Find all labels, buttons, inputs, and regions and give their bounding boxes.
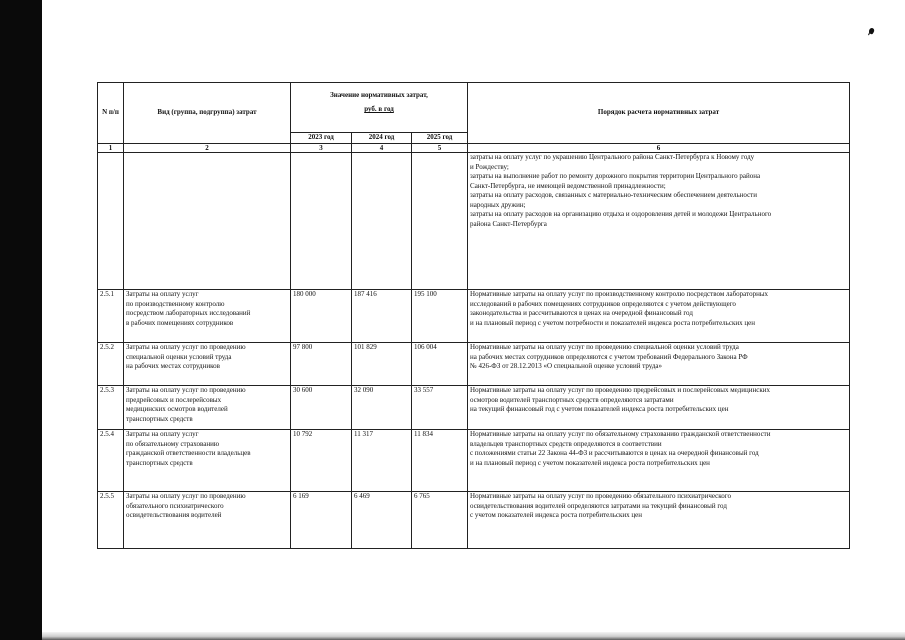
value-2023: 6 169 <box>291 492 352 549</box>
cost-type-line: по обязательному страхованию <box>126 439 220 448</box>
table-row <box>98 290 850 343</box>
costs-table <box>97 82 850 549</box>
procedure-cell <box>468 430 850 492</box>
header-2025: 2025 год <box>412 132 468 143</box>
cost-type-line: транспортных средств <box>126 414 193 423</box>
value-2024: 6 469 <box>352 492 412 549</box>
procedure-line: Нормативные затраты на оплату услуг по проведению специальной оценки условий труда <box>470 343 739 351</box>
value-2025: 106 004 <box>412 343 468 386</box>
header-num: N п/п <box>98 83 124 144</box>
cost-type-line: Затраты на оплату услуг по проведению <box>126 386 246 394</box>
row-number: 2.5.5 <box>98 492 124 549</box>
value-2025: 6 765 <box>412 492 468 549</box>
scan-bottom-edge <box>42 632 905 640</box>
procedure-line: с учетом показателей индекса роста потребительских цен <box>470 511 643 519</box>
row-number: 2.5.2 <box>98 343 124 386</box>
cost-type-cell <box>124 386 291 430</box>
cost-type-cell <box>124 290 291 343</box>
cost-type-cell <box>124 430 291 492</box>
cost-type-line: посредством лабораторных исследований <box>126 309 251 317</box>
row-number: 2.5.1 <box>98 290 124 343</box>
value-2024: 32 090 <box>352 386 412 430</box>
procedure-line: затраты на оплату услуг по украшению Центрального района Санкт-Петербурга к Новому году <box>470 153 755 161</box>
procedure-line: № 426-ФЗ от 28.12.2013 «О специальной оценке условий труда» <box>470 362 663 370</box>
procedure-line: и на плановый период с учетом показателей индекса роста потребительских цен <box>470 458 710 467</box>
procedure-line: района Санкт-Петербурга <box>470 219 547 228</box>
cost-type-line: обязательного психиатрического <box>126 501 224 510</box>
value-2025: 11 834 <box>412 430 468 492</box>
cost-type-line: специальной оценки условий труда <box>126 352 232 361</box>
header-row <box>98 83 850 106</box>
procedure-line: народных дружин; <box>470 200 526 209</box>
value-2025: 195 100 <box>412 290 468 343</box>
cost-type-line: в рабочих помещениях сотрудников <box>126 318 234 327</box>
value-2023: 10 792 <box>291 430 352 492</box>
procedure-line: Нормативные затраты на оплату услуг по обязательному страхованию гражданской ответственности <box>470 430 771 438</box>
procedure-cell <box>468 492 850 549</box>
column-number: 6 <box>468 144 850 153</box>
cost-type-line: по производственному контролю <box>126 299 225 308</box>
procedure-line: на рабочих местах сотрудников определяются с учетом требований Федерального Закона РФ <box>470 352 748 361</box>
column-number: 4 <box>352 144 412 153</box>
cost-type-line: на рабочих местах сотрудников <box>126 362 220 370</box>
cost-type-line: Затраты на оплату услуг по проведению <box>126 492 246 500</box>
table-row <box>98 153 850 290</box>
table-row <box>98 430 850 492</box>
procedure-line: Нормативные затраты на оплату услуг по проведению обязательного психиатрического <box>470 492 731 500</box>
procedure-line: затраты на выполнение работ по ремонту дорожного покрытия территории Центрального района <box>470 172 761 180</box>
value-2023: 180 000 <box>291 290 352 343</box>
cost-type-cell <box>124 492 291 549</box>
column-number: 2 <box>124 144 291 153</box>
header-value-unit: руб. в год <box>291 105 468 132</box>
value-2024: 101 829 <box>352 343 412 386</box>
procedure-line: Нормативные затраты на оплату услуг по производственному контролю посредством лабораторных <box>470 290 769 298</box>
header-procedure: Порядок расчета нормативных затрат <box>468 83 850 144</box>
cost-type-line: Затраты на оплату услуг <box>126 430 199 438</box>
procedure-cell <box>468 290 850 343</box>
procedure-line: исследований в рабочих помещениях сотрудников определяются с учетом действующего <box>470 299 736 308</box>
table-row <box>98 343 850 386</box>
procedure-line: и на плановый период с учетом потребности и показателей индекса роста потребительских цен <box>470 318 755 327</box>
procedure-line: Санкт-Петербурга, не имеющей ведомственной принадлежности; <box>470 181 666 190</box>
cost-type-line: гражданской ответственности владельцев <box>126 449 251 457</box>
scan-speck-mark <box>868 27 875 35</box>
table-row <box>98 492 850 549</box>
table-row <box>98 386 850 430</box>
cost-type-line: транспортных средств <box>126 458 193 467</box>
procedure-line: с положениями статьи 22 Закона 44-ФЗ и рассчитываются в ценах на очередной финансовый год <box>470 449 759 457</box>
value-2023 <box>291 153 352 290</box>
cost-type-line: предрейсовых и послерейсовых <box>126 395 222 404</box>
row-number: 2.5.3 <box>98 386 124 430</box>
procedure-cell <box>468 386 850 430</box>
procedure-cell <box>468 343 850 386</box>
scan-left-edge <box>0 0 42 640</box>
procedure-line: владельцев транспортных средств определяются в соответствии <box>470 439 662 448</box>
value-2023: 30 600 <box>291 386 352 430</box>
procedure-line: Нормативные затраты на оплату услуг по проведению предрейсовых и послерейсовых медицинских <box>470 386 770 394</box>
procedure-line: законодательства и рассчитываются в ценах на очередной финансовый год <box>470 309 693 317</box>
cost-type-cell <box>124 343 291 386</box>
header-value-group: Значение нормативных затрат, <box>291 83 468 106</box>
cost-type-cell <box>124 153 291 290</box>
column-number: 1 <box>98 144 124 153</box>
header-type: Вид (группа, подгруппа) затрат <box>124 83 291 144</box>
procedure-cell <box>468 153 850 290</box>
header-2024: 2024 год <box>352 132 412 143</box>
cost-type-line: освидетельствования водителей <box>126 511 222 519</box>
procedure-line: затраты на оплату расходов на организацию отдыха и оздоровления детей и молодежи Центрального <box>470 210 772 218</box>
procedure-line: затраты на оплату расходов, связанных с материально-техническим обеспечением деятельности <box>470 191 757 199</box>
column-number-row <box>98 144 850 153</box>
cost-type-line: Затраты на оплату услуг по проведению <box>126 343 246 351</box>
row-number: 2.5.4 <box>98 430 124 492</box>
cost-type-line: медицинских осмотров водителей <box>126 405 228 413</box>
procedure-line: осмотров водителей транспортных средств определяются затратами <box>470 395 674 404</box>
column-number: 5 <box>412 144 468 153</box>
value-2025: 33 557 <box>412 386 468 430</box>
procedure-line: и Рождеству; <box>470 162 509 171</box>
row-number <box>98 153 124 290</box>
value-2024: 11 317 <box>352 430 412 492</box>
value-2024 <box>352 153 412 290</box>
value-2023: 97 800 <box>291 343 352 386</box>
procedure-line: освидетельствования водителей определяются затратами на текущий финансовый год <box>470 501 727 510</box>
value-2024: 187 416 <box>352 290 412 343</box>
cost-type-line: Затраты на оплату услуг <box>126 290 199 298</box>
value-2025 <box>412 153 468 290</box>
header-2023: 2023 год <box>291 132 352 143</box>
procedure-line: на текущий финансовый год с учетом показателей индекса роста потребительских цен <box>470 405 729 413</box>
column-number: 3 <box>291 144 352 153</box>
